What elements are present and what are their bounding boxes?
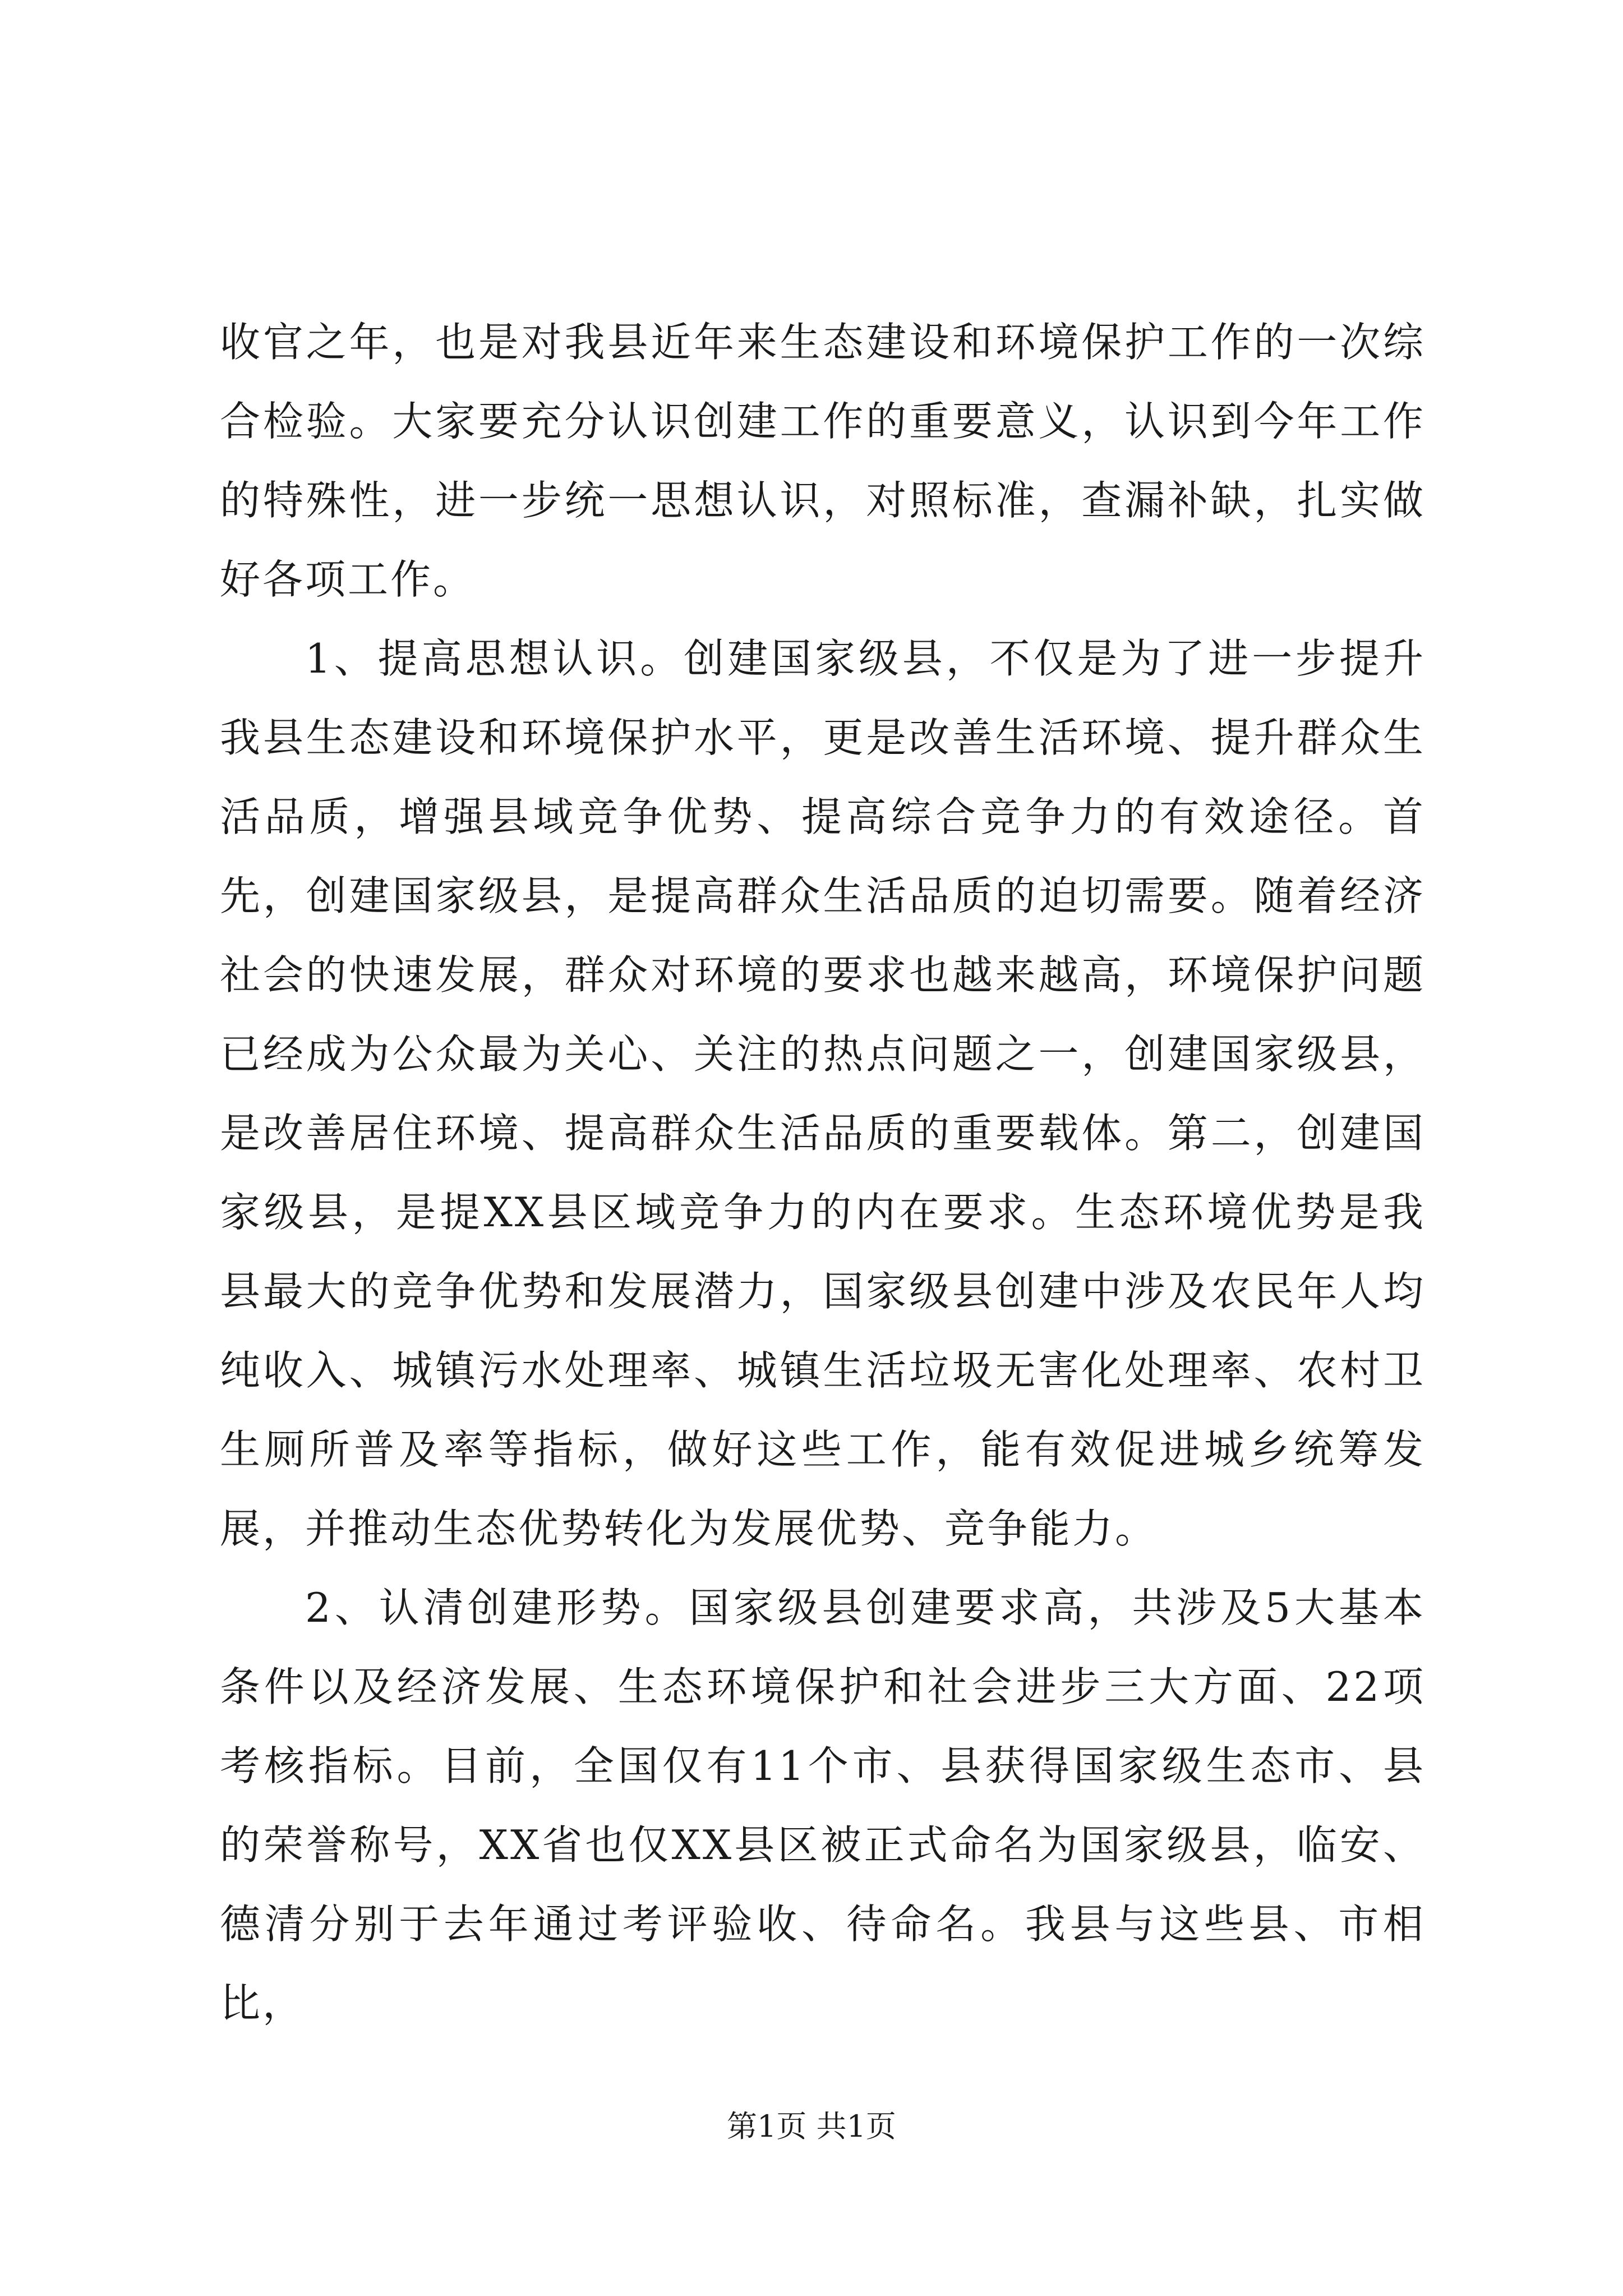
paragraph-creation-situation: 2、认清创建形势。国家级县创建要求高，共涉及5大基本条件以及经济发展、生态环境保护和社会进步三大方面、22项考核指标。目前，全国仅有11个市、县获得国家级生态市、县的荣誉称号，XX省也仅XX县区被正式命名为国家级县，临安、德清分别于去年通过考评验收、待命名。我县与这些县、市相比，: [220, 1584, 1426, 2027]
document-body: [220, 303, 1426, 2043]
paragraph-continuation: 收官之年，也是对我县近年来生态建设和环境保护工作的一次综合检验。大家要充分认识创建工作的重要意义，认识到今年工作的特殊性，进一步统一思想认识，对照标准，查漏补缺，扎实做好各项工作。: [220, 319, 1426, 603]
page-footer: 第1页 共1页: [727, 2109, 896, 2144]
paragraph-raise-awareness: 1、提高思想认识。创建国家级县，不仅是为了进一步提升我县生态建设和环境保护水平，更是改善生活环境、提升群众生活品质，增强县域竞争优势、提高综合竞争力的有效途径。首先，创建国家级县，是提高群众生活品质的迫切需要。随着经济社会的快速发展，群众对环境的要求也越来越高，环境保护问题已经成为公众最为关心、关注的热点问题之一，创建国家级县，是改善居住环境、提高群众生活品质的重要载体。第二，创建国家级县，是提XX县区域竞争力的内在要求。生态环境优势是我县最大的竞争优势和发展潜力，国家级县创建中涉及农民年人均纯收入、城镇污水处理率、城镇生活垃圾无害化处理率、农村卫生厕所普及率等指标，做好这些工作，能有效促进城乡统筹发展，并推动生态优势转化为发展优势、竞争能力。: [220, 635, 1426, 1552]
